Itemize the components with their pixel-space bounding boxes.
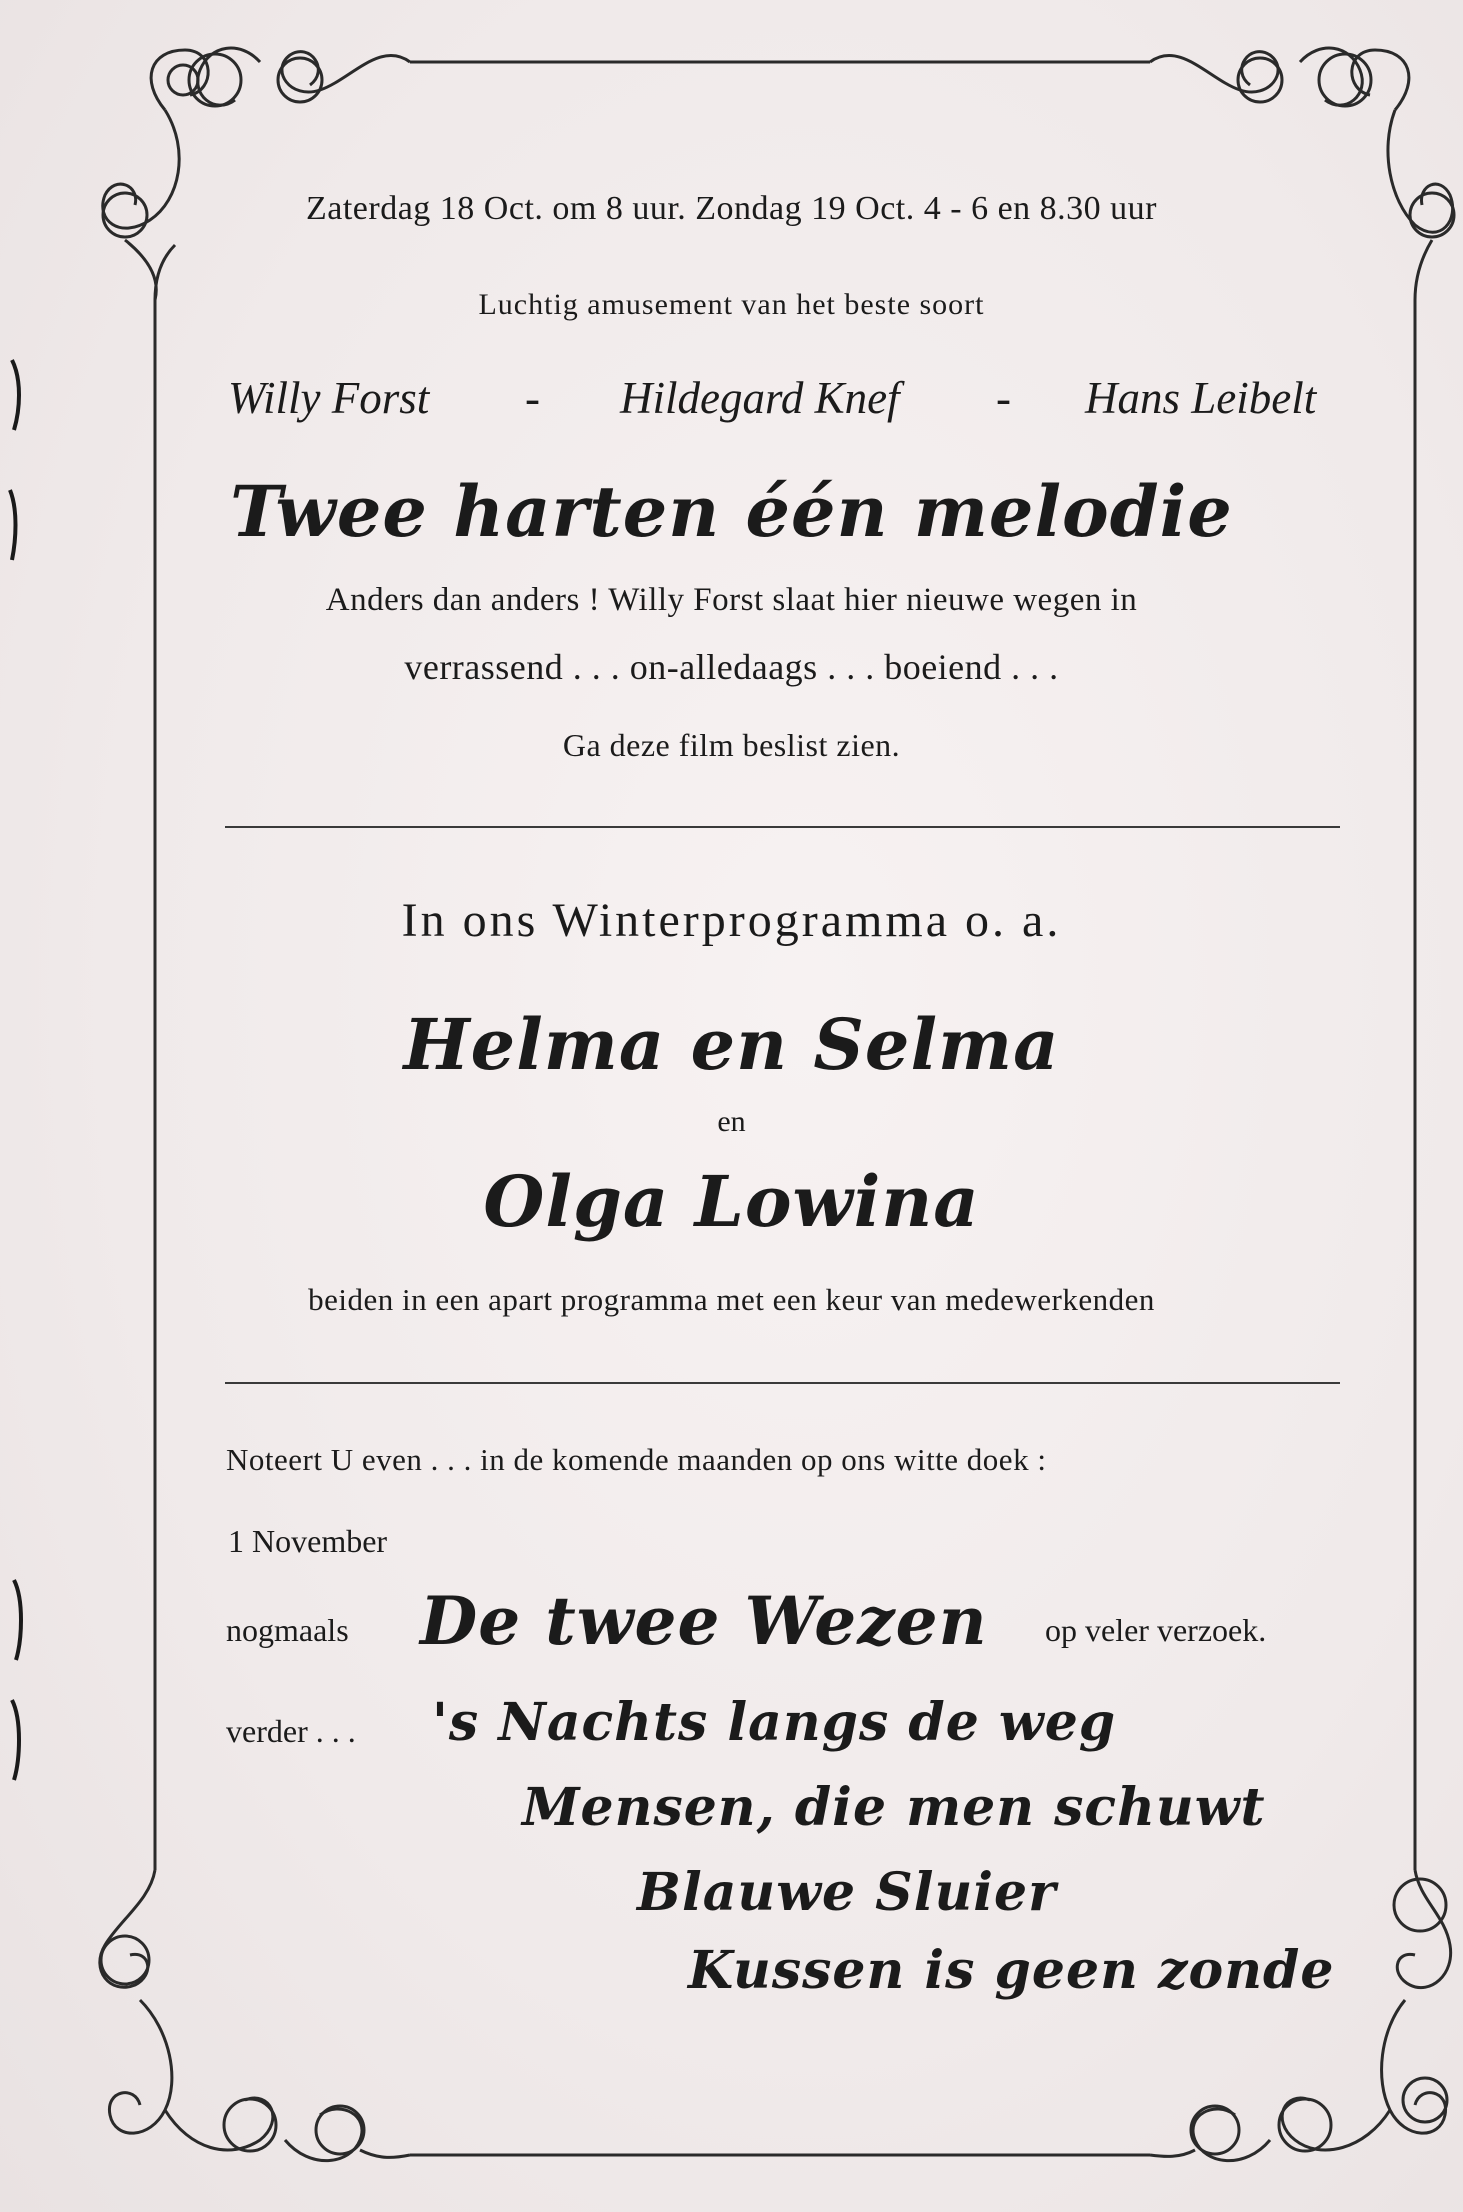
divider: [225, 1382, 1340, 1384]
coming-film: 's Nachts langs de weg: [432, 1692, 1117, 1753]
winter-heading: In ons Winterprogramma o. a.: [401, 894, 1062, 947]
coming-film: Blauwe Sluier: [637, 1862, 1057, 1923]
show-description: verrassend . . . on-alledaags . . . boeiend . . .: [404, 647, 1059, 687]
show-schedule: Zaterdag 18 Oct. om 8 uur. Zondag 19 Oct. 4 - 6 en 8.30 uur: [306, 190, 1157, 227]
feature-title: Twee harten één melodie: [230, 470, 1233, 553]
coming-film: Kussen is geen zonde: [688, 1940, 1335, 2001]
coming-film: Mensen, die men schuwt: [522, 1777, 1266, 1838]
coming-prefix: nogmaals: [226, 1612, 349, 1648]
cast-separator: -: [525, 373, 540, 423]
corner-flourish-bottom-left: [100, 1870, 410, 2161]
cast-member: Hildegard Knef: [620, 373, 900, 423]
coming-feature: De twee Wezen: [420, 1582, 988, 1660]
divider: [225, 826, 1340, 828]
cast-member: Willy Forst: [228, 373, 430, 423]
cast-separator: -: [996, 373, 1011, 423]
corner-flourish-top-left: [103, 48, 410, 300]
corner-flourish-bottom-right: [1150, 1870, 1451, 2161]
show-description: Ga deze film beslist zien.: [562, 727, 901, 763]
winter-note: beiden in een apart programma met een keur van medewerkenden: [308, 1282, 1155, 1317]
coming-more-label: verder . . .: [226, 1713, 356, 1749]
cast-member: Hans Leibelt: [1085, 373, 1317, 423]
corner-flourish-top-right: [1150, 48, 1454, 300]
show-description: Anders dan anders ! Willy Forst slaat hier nieuwe wegen in: [325, 582, 1138, 618]
coming-date: 1 November: [228, 1523, 388, 1559]
act-title: Olga Lowina: [483, 1160, 980, 1243]
coming-intro: Noteert U even . . . in de komende maanden op ons witte doek :: [226, 1442, 1047, 1477]
act-title: Helma en Selma: [403, 1003, 1060, 1086]
act-joiner: en: [717, 1105, 746, 1138]
show-tagline: Luchtig amusement van het beste soort: [478, 288, 985, 321]
coming-suffix: op veler verzoek.: [1045, 1612, 1267, 1648]
